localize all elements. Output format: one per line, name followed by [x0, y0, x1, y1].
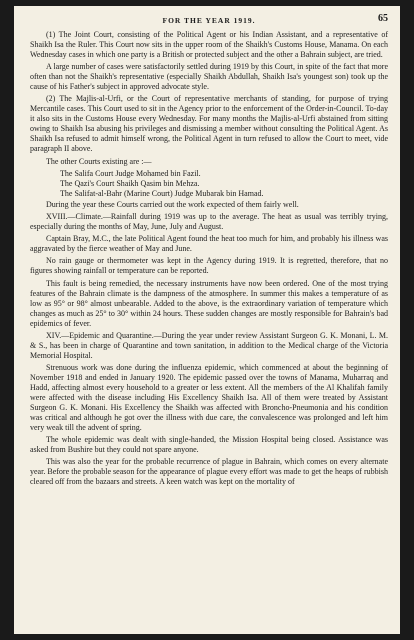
- page-number: 65: [378, 13, 388, 24]
- paragraph-rain-gauge: No rain gauge or thermometer was kept in the Agency during 1919. It is regretted, therefore, that no figures showing rainfall or temperature can be reported.: [30, 256, 388, 276]
- court-list-item: The Salifa Court Judge Mohamed bin Fazil.: [60, 168, 201, 178]
- running-title: FOR THE YEAR 1919.: [162, 16, 256, 25]
- court-list-item: The Salifat-al-Bahr (Marine Court) Judge Mubarak bin Hamad.: [60, 188, 264, 198]
- paragraph-joint-court: (1) The Joint Court, consisting of the Political Agent or his Indian Assistant, and a representative of Shaikh Isa the Ruler. This Court now sits in the upper room of the Shaikh's Customs House, Manama. On each Wednesday cases in which one party is a British or protected subject and the other a Bahrain subject, are tried.: [30, 30, 388, 59]
- paragraph-courts-work: During the year these Courts carried out the work expected of them fairly well.: [46, 199, 299, 209]
- paragraph-captain-bray: Captain Bray, M.C., the late Political Agent found the heat too much for him, and probably his illness was aggravated by the fierce weather of May and June.: [30, 234, 388, 254]
- paragraph-single-handed: The whole epidemic was dealt with single-handed, the Mission Hospital being closed. Assistance was asked from Bushire but they could not spare anyone.: [30, 435, 388, 455]
- paragraph-climate-fault: This fault is being remedied, the necessary instruments have now been ordered. One of the most trying features of the Bahrain climate is the dampness of the atmosphere. In summer this makes a temperature of as low as 95° or 98° almost unbearable. Added to the above, is the extraordinary variation of temperature which changes as much as 25° to 30° within 24 hours. These sudden changes are mostly responsible for Bahrain's bad epidemics of fever.: [30, 278, 388, 328]
- page-header: [30, 13, 388, 30]
- paragraph-joint-court-cases: A large number of cases were satisfactorily settled during 1919 by this Court, in spite of the fact that more often than not the Shaikh's representative (especially Shaikh Abdullah, Shaikh Isa's youngest son) took up the cause of his Father's subject in approved advocate style.: [30, 62, 388, 92]
- paragraph-plague: This was also the year for the probable recurrence of plague in Bahrain, which comes on every alternate year. Before the probable season for the appearance of plague every effort was made to get the heaps of rubbish cleared off from the bazaars and streets. A keen watch was kept on the mortality of: [30, 457, 388, 487]
- paragraph-climate: XVIII.—Climate.—Rainfall during 1919 was up to the average. The heat as usual was terribly trying, especially during the months of May, June, July and August.: [30, 211, 388, 231]
- paragraph-other-courts-intro: The other Courts existing are :—: [46, 156, 152, 166]
- court-list-item: The Qazi's Court Shaikh Qasim bin Mehza.: [60, 178, 200, 188]
- paragraph-majlis-al-urfi: (2) The Majlis-al-Urfi, or the Court of representative merchants of standing, for purpose of trying Mercantile cases. This Court used to sit in the Agency prior to the enforcement of the Order-in-Council. To-day it also sits in the Customs House every Wednesday. For many months the Majlis-al-Urfi abstained from sitting owing to Shaikh Isa abusing his privileges and dismissing a member without consulting the Political Agent. As Shaikh Isa refused to admit himself wrong, the Political Agent in turn refused to allow the Court to meet, vide paragraph II above.: [30, 94, 388, 154]
- paragraph-influenza: Strenuous work was done during the influenza epidemic, which commenced at about the beginning of November 1918 and ended in January 1920. The epidemic passed over the towns of Manama, Muharraq and Hadd, affecting almost every household to a greater or less extent. All the members of the Al Khalifah family were affected with the disease including His Excellency Shaikh Isa. All of them were treated by Assistant Surgeon G. K. Monani. His Excellency the Shaikh was affected with Broncho-Pneumonia and his condition was critical and although he got over the illness with due care, the convalescence was prolonged and left him very weak till the advent of spring.: [30, 362, 388, 432]
- paragraph-epidemic-quarantine: XIV.—Epidemic and Quarantine.—During the year under review Assistant Surgeon G. K. Monani, L. M. & S., has been in charge of Quarantine and town sanitation, in addition to the Medical charge of the Victoria Memorial Hospital.: [30, 330, 388, 360]
- document-page: [14, 6, 400, 634]
